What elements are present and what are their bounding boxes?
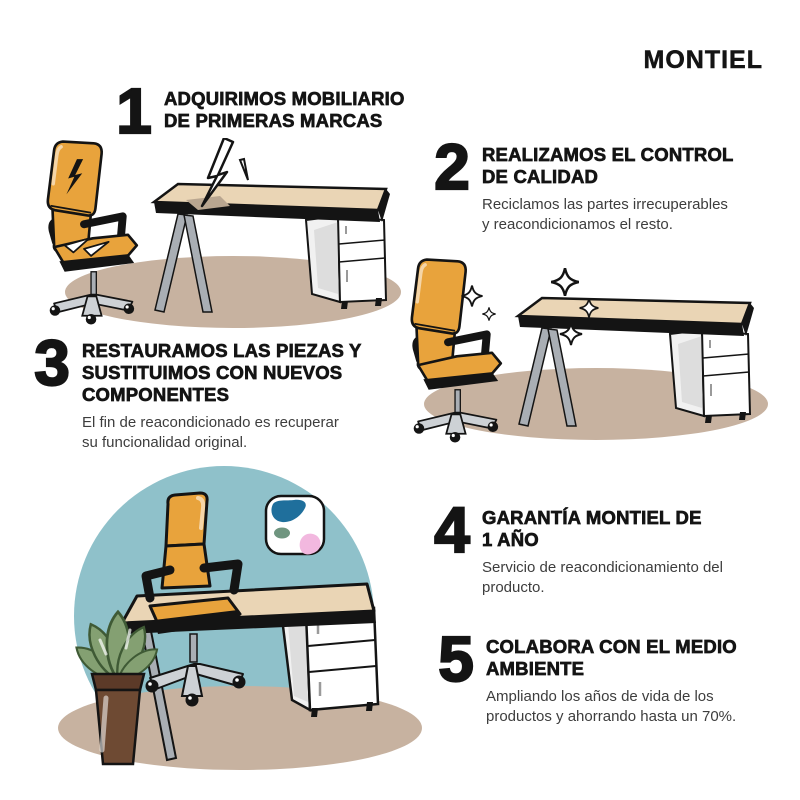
- step-4-title: GARANTÍA MONTIEL DE 1 AÑO: [482, 507, 702, 550]
- step-4-number: 4: [434, 494, 468, 566]
- step-2: [428, 131, 734, 235]
- step-3-body: El fin de reacondicionado es recuperar su funcionalidad original.: [82, 414, 339, 451]
- step-3-number: 3: [34, 327, 68, 399]
- step-2-title: REALIZAMOS EL CONTROL DE CALIDAD: [482, 144, 734, 187]
- step-5: [432, 623, 737, 727]
- step-4: [428, 494, 723, 598]
- step-5-title: COLABORA CON EL MEDIO AMBIENTE: [486, 636, 737, 679]
- wall-art-frame: [266, 496, 324, 554]
- step-2-number: 2: [434, 131, 468, 203]
- art-green-dot: [274, 528, 290, 539]
- illustration-step2-restored-desk: [398, 246, 786, 448]
- step-3-title: RESTAURAMOS LAS PIEZAS Y SUSTITUIMOS CON NUEVOS COMPONENTES: [82, 340, 362, 405]
- montiel-logo: MONTIEL: [643, 46, 763, 74]
- step-4-body: Servicio de reacondicionamiento del producto.: [482, 559, 723, 596]
- illustration-step1-damaged-desk: [28, 138, 413, 336]
- step-1-title: ADQUIRIMOS MOBILIARIO DE PRIMERAS MARCAS: [164, 88, 405, 131]
- step-5-number: 5: [438, 623, 472, 695]
- step-1-number: 1: [116, 75, 150, 147]
- step-2-body: Reciclamos las partes irrecuperables y reacondicionamos el resto.: [482, 196, 728, 233]
- step-3: [28, 327, 362, 453]
- step-5-body: Ampliando los años de vida de los productos y ahorrando hasta un 70%.: [486, 688, 737, 725]
- step-1: [110, 75, 405, 147]
- illustration-office-scene: [42, 458, 422, 780]
